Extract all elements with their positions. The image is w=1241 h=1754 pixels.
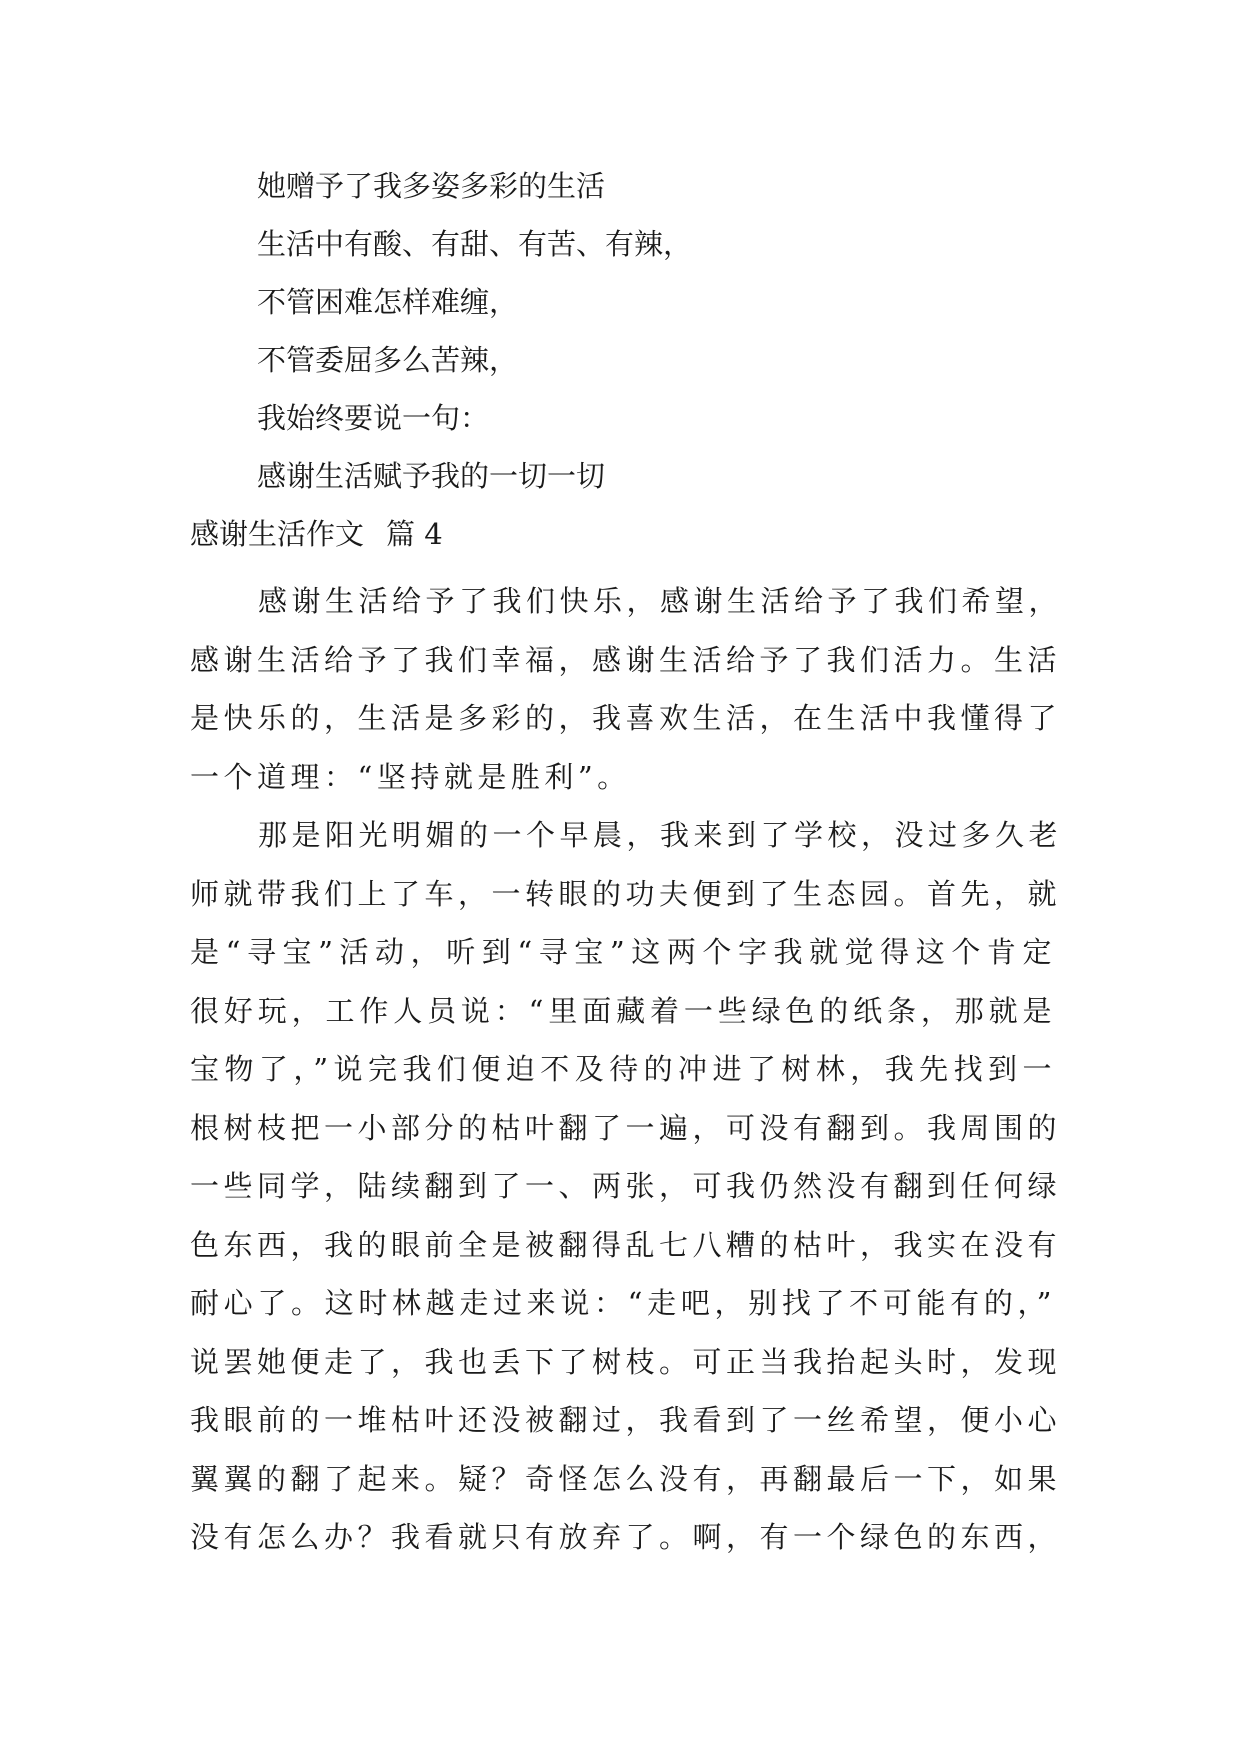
- paragraph-line: 我眼前的一堆枯叶还没被翻过，我看到了一丝希望，便小心: [190, 1403, 1062, 1437]
- paragraph-line: 说罢她便走了，我也丢下了树枝。可正当我抬起头时，发现: [190, 1344, 1062, 1379]
- paragraph-line: 耐心了。这时林越走过来说：“走吧，别找了不可能有的，”: [190, 1286, 1056, 1320]
- paragraph-line: 是“寻宝”活动，听到“寻宝”这两个字我就觉得这个肯定: [190, 935, 1056, 969]
- paragraph-line: 宝物了，”说完我们便迫不及待的冲进了树林，我先找到一: [190, 1052, 1056, 1086]
- paragraph-line: 那是阳光明媚的一个早晨，我来到了学校，没过多久老: [258, 818, 1063, 852]
- paragraph-line: 色东西，我的眼前全是被翻得乱七八糟的枯叶，我实在没有: [190, 1227, 1062, 1262]
- paragraph-line: 根树枝把一小部分的枯叶翻了一遍，可没有翻到。我周围的: [190, 1110, 1062, 1145]
- paragraph-line: 感谢生活给予了我们幸福，感谢生活给予了我们活力。生活: [190, 642, 1062, 677]
- paragraph-line: 是快乐的，生活是多彩的，我喜欢生活，在生活中我懂得了: [190, 701, 1062, 735]
- paragraph-line: 一个道理：“坚持就是胜利”。: [190, 759, 631, 794]
- section-label: 篇 4: [386, 517, 443, 551]
- paragraph-line: 翼翼的翻了起来。疑？奇怪怎么没有，再翻最后一下，如果: [190, 1461, 1062, 1496]
- paragraph-line: 感谢生活给予了我们快乐，感谢生活给予了我们希望，: [258, 584, 1063, 618]
- paragraph-line: 师就带我们上了车，一转眼的功夫便到了生态园。首先，就: [190, 876, 1062, 911]
- paragraph-1: [190, 572, 1063, 806]
- paragraph-line: 一些同学，陆续翻到了一、两张，可我仍然没有翻到任何绿: [190, 1169, 1062, 1203]
- poem-line-1: 她赠予了我多姿多彩的生活: [257, 169, 606, 203]
- poem-line-5: 我始终要说一句：: [257, 401, 490, 435]
- section-heading: [190, 514, 443, 554]
- paragraph-line: 没有怎么办？我看就只有放弃了。啊，有一个绿色的东西，: [190, 1520, 1062, 1554]
- poem-line-4: 不管委屈多么苦辣，: [257, 343, 519, 377]
- poem-line-6: 感谢生活赋予我的一切一切: [257, 459, 606, 493]
- paragraph-2: [190, 806, 1063, 1567]
- poem-line-2: 生活中有酸、有甜、有苦、有辣，: [257, 227, 693, 261]
- poem-line-3: 不管困难怎样难缠，: [257, 285, 519, 319]
- section-title: 感谢生活作文: [190, 517, 365, 551]
- paragraph-line: 很好玩，工作人员说：“里面藏着一些绿色的纸条，那就是: [190, 993, 1056, 1028]
